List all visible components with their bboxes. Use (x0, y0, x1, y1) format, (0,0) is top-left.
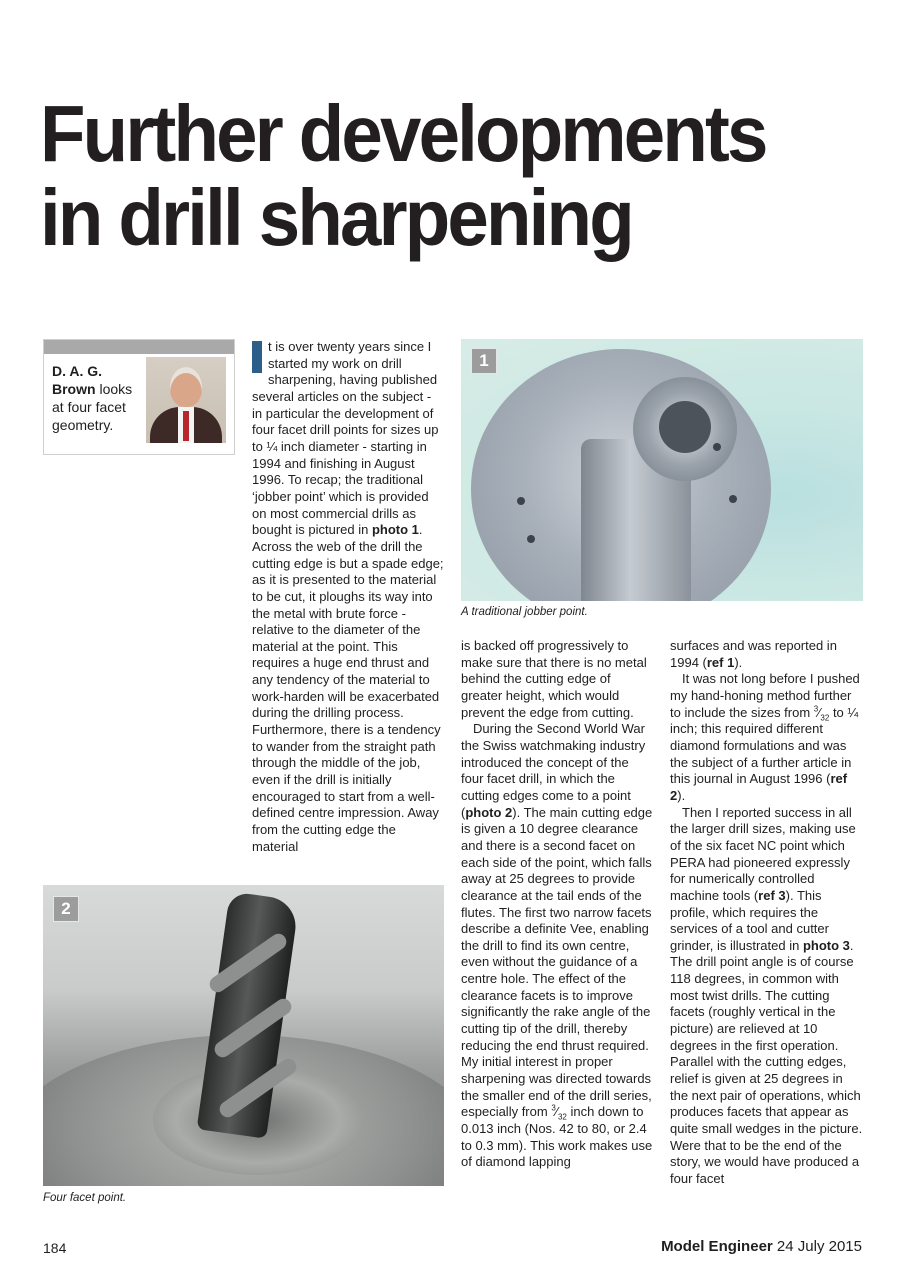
photo-2-number: 2 (53, 896, 79, 922)
paragraph: During the Second World War the Swiss watchmaking industry introduced the concept of the four facet drill, in which the cutting edges come to a point (photo 2). The main cutting edge is given a 10 degree clearance and there is a second facet on each side of the point, which falls away at 25 degrees to provide clearance at the tail ends of the flutes. The first two narrow facets describe a definite Vee, enabling the drill to find its own centre, even without the guidance of a centre hole. The effect of the clearance facets is to improve significantly the rake angle of the cutting tip of the drill, thereby reducing the end thrust required. My initial interest in proper sharpening was directed towards the smaller end of the drill series, especially from $^3⁄_{32}$ inch down to 0.013 inch (Nos. 42 to 80, or 2.4 to 0.3 mm). This work makes use of diamond lapping (461, 721, 653, 1170)
issue-date: 24 July 2015 (776, 1238, 862, 1255)
title-line-1: Further developments (40, 89, 766, 178)
photo-1 (461, 339, 863, 601)
magazine-footer (661, 1238, 862, 1255)
author-name-2: Brown (52, 381, 96, 397)
photo-1-number: 1 (471, 348, 497, 374)
article-column-2 (461, 638, 653, 1171)
author-byline-box (43, 339, 235, 455)
byline-header-bar (44, 340, 234, 354)
paragraph: is backed off progressively to make sure that there is no metal behind the cutting edge of greater height, which would prevent the edge from cutting. (461, 638, 647, 720)
page-number: 184 (43, 1240, 67, 1256)
author-photo (146, 357, 226, 443)
title-line-2: in drill sharpening (40, 173, 632, 262)
article-column-1 (252, 339, 444, 855)
paragraph: Then I reported success in all the larger drill sizes, making use of the six facet NC point which PERA had pioneered expressly for numerically controlled machine tools (ref 3). This profile, which requires the services of a tool and cutter grinder, is illustrated in photo 3. The drill point angle is of course 118 degrees, in common with most twist drills. The cutting facets (roughly vertical in the picture) are relieved at 10 degrees in the first operation. Parallel with the cutting edges, relief is given at 25 degrees in the next pair of operations, which produces facets that appear as quite small wedges in the picture. Were that to be the end of the story, we would have produced a four facet (670, 804, 863, 1186)
article-title (40, 89, 821, 262)
drop-cap (252, 341, 262, 373)
author-name-1: D. A. G. (52, 363, 103, 379)
photo-2 (43, 885, 444, 1186)
paragraph: surfaces and was reported in 1994 (ref 1). (670, 638, 837, 670)
paragraph: t is over twenty years since I started my work on drill sharpening, having published several articles on the subject - in particular the development of four facet drill points for sizes up to ¼ inch diameter - starting in 1994 and finishing in August 1996. To recap; the traditional ‘jobber point’ which is provided on most commercial drills as bought is pictured in photo 1. Across the web of the drill the cutting edge is but a spade edge; as it is presented to the material to be cut, it ploughs its way into the metal with brute force - relative to the diameter of the material at the point. This requires a huge end thrust and any tendency of the material to work-harden will be exacerbated during the drilling process. Furthermore, there is a tendency to wander from the straight path through the middle of the job, even if the drill is initially encouraged to start from a well-defined centre impression. Away from the cutting edge the material (252, 339, 444, 854)
byline-description: looks at four facet geometry. (52, 381, 133, 433)
byline-text (52, 362, 142, 434)
paragraph: It was not long before I pushed my hand-honing method further to include the sizes from $^3⁄_{32}$ to ¼ inch; this required different diamond formulations and was the subject of a further article in this journal in August 1996 (ref 2). (670, 671, 860, 803)
photo-2-caption: Four facet point. (43, 1192, 127, 1204)
article-column-3 (670, 638, 863, 1188)
photo-1-caption: A traditional jobber point. (461, 606, 588, 618)
magazine-name: Model Engineer (661, 1238, 773, 1255)
